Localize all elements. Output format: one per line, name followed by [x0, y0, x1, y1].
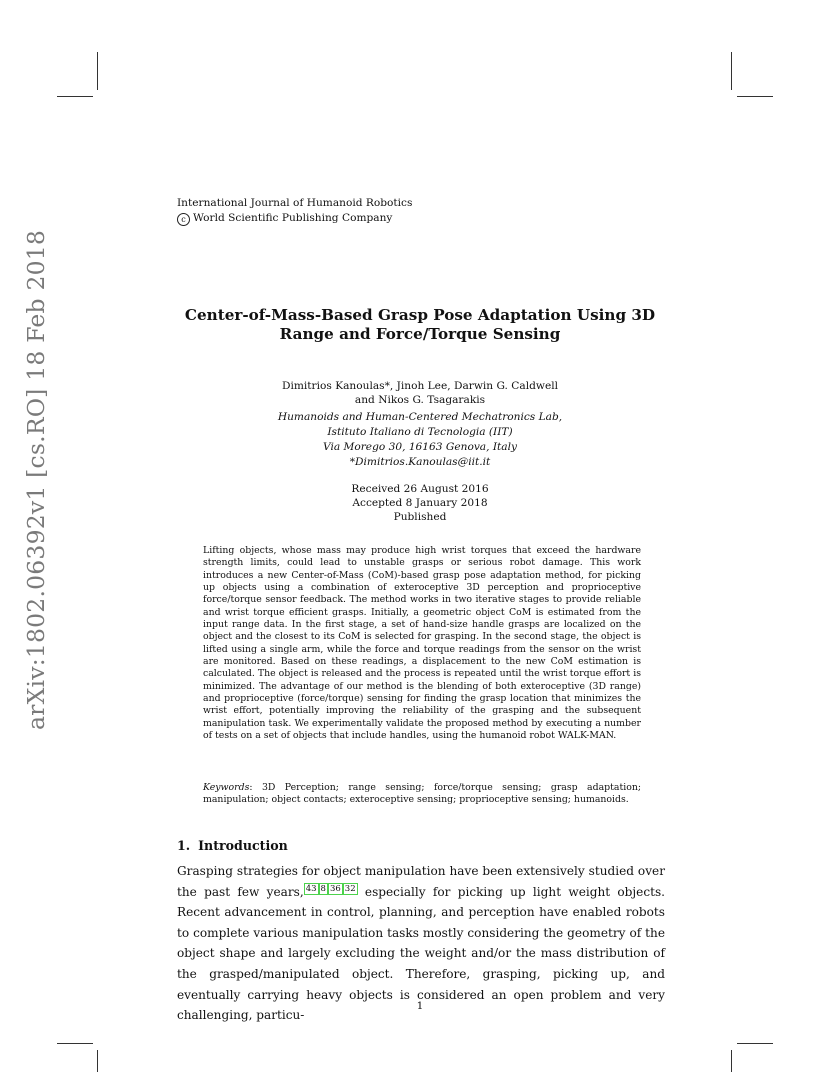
keywords [203, 782, 641, 807]
author-email: *Dimitrios.Kanoulas@iit.it [349, 456, 491, 468]
section-heading [177, 838, 296, 853]
accepted-date: Accepted 8 January 2018 [352, 497, 488, 509]
affiliation-line: Istituto Italiano di Tecnologia (IIT) [327, 426, 513, 438]
author-list [120, 379, 720, 407]
section-title: Introduction [198, 838, 288, 853]
crop-mark-bottom-right-horizontal [737, 1043, 773, 1044]
authors-line-1: Dimitrios Kanoulas*, Jinoh Lee, Darwin G. Caldwell [281, 380, 558, 392]
citation-link[interactable]: 43 [305, 883, 317, 894]
intro-text-part-1: Grasping strategies for object manipulation have been extensively studied over the past few years, [177, 864, 665, 899]
crop-mark-bottom-left-vertical [97, 1050, 98, 1072]
intro-text-part-2: especially for picking up light weight objects. Recent advancement in control, planning, and perception have enabled robots to complete various manipulation tasks mostly considering the geometry of the object shape and largely excluding the weight and/or the mass distribution of the grasped/manipulated object. Therefore, grasping, picking up, and eventually carrying heavy objects is considered an open problem and very challenging, particu- [177, 884, 666, 1023]
copyright-icon: c [177, 213, 190, 226]
crop-mark-top-right-horizontal [737, 96, 773, 97]
affiliation-line: Humanoids and Human-Centered Mechatronics Lab, [277, 411, 563, 423]
publisher-name: World Scientific Publishing Company [193, 212, 393, 224]
title-line-2: Range and Force/Torque Sensing [279, 325, 561, 343]
keywords-list: : 3D Perception; range sensing; force/torque sensing; grasp adaptation; manipulation; object contacts; exteroceptive sensing; proprioceptive sensing; humanoids. [203, 782, 641, 806]
published-date: Published [393, 511, 447, 523]
section-number: 1. [177, 838, 191, 853]
keywords-label: Keywords [203, 782, 250, 793]
authors-line-2: and Nikos G. Tsagarakis [354, 394, 486, 406]
publication-dates [120, 482, 720, 524]
paper-title [120, 306, 720, 344]
journal-header [177, 196, 412, 226]
crop-mark-bottom-left-horizontal [57, 1043, 93, 1044]
citation-link[interactable]: 32 [344, 883, 356, 894]
arxiv-stamp: arXiv:1802.06392v1 [cs.RO] 18 Feb 2018 [22, 229, 50, 731]
affiliation-line: Via Morego 30, 16163 Genova, Italy [322, 441, 517, 453]
abstract: Lifting objects, whose mass may produce high wrist torques that exceed the hardware strength limits, could lead to unstable grasps or serious robot damage. This work introduces a new Center-of-Mass (CoM)-based grasp pose adaptation method, for picking up objects using a combination of exteroceptive 3D perception and proprioceptive force/torque sensor feedback. The method works in two iterative stages to provide reliable and wrist torque efficient grasps. Initially, a geometric object CoM is estimated from the input range data. In the first stage, a set of hand-size handle grasps are localized on the object and the closest to its CoM is selected for grasping. In the second stage, the object is lifted using a single arm, while the force and torque readings from the sensor on the wrist are monitored. Based on these readings, a displacement to the new CoM estimation is calculated. The object is released and the process is repeated until the wrist torque effort is minimized. The advantage of our method is the blending of both exteroceptive (3D range) and proprioceptive (force/torque) sensing for finding the grasp location that minimizes the wrist effort, potentially improving the reliability of the grasping and the subsequent manipulation task. We experimentally validate the proposed method by executing a number of tests on a set of objects that include handles, using the humanoid robot WALK-MAN. [203, 545, 641, 742]
received-date: Received 26 August 2016 [351, 483, 489, 495]
journal-name: International Journal of Humanoid Robotics [177, 197, 413, 209]
crop-mark-top-left-vertical [97, 52, 98, 90]
citation-link[interactable]: 36 [329, 883, 341, 894]
citation-link[interactable]: 8 [320, 883, 326, 894]
crop-mark-bottom-right-vertical [731, 1050, 732, 1072]
crop-mark-top-left-horizontal [57, 96, 93, 97]
crop-mark-top-right-vertical [731, 52, 732, 90]
page-number: 1 [416, 1000, 424, 1012]
copyright-line [177, 211, 412, 226]
title-line-1: Center-of-Mass-Based Grasp Pose Adaptation Using 3D [184, 306, 656, 324]
affiliation-block [120, 410, 720, 470]
